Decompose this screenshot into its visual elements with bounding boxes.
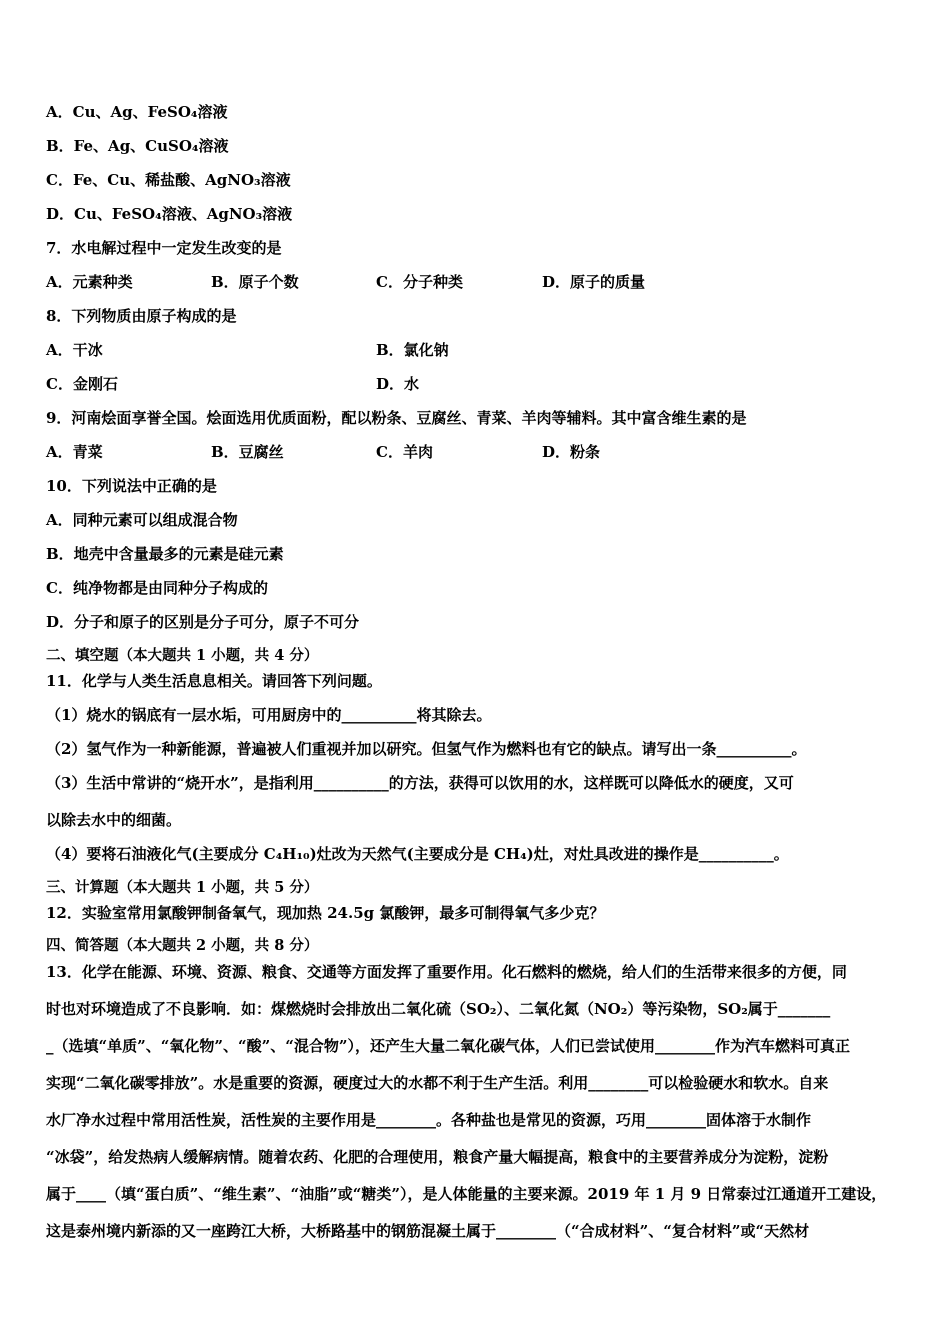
section-4-heading: 四、简答题（本大题共 2 小题，共 8 分） — [46, 937, 319, 954]
q7-stem: 7．水电解过程中一定发生改变的是 — [46, 239, 282, 257]
q11-part-2: （2）氢气作为一种新能源，普遍被人们重视并加以研究。但氢气作为燃料也有它的缺点。请写出一条__________。 — [46, 740, 807, 758]
q12-stem: 12．实验室常用氯酸钾制备氧气，现加热 24.5g 氯酸钾，最多可制得氧气多少克？ — [46, 904, 605, 922]
q10-option-b: B．地壳中含量最多的元素是硅元素 — [46, 545, 284, 563]
q8-option-c: C．金刚石 — [46, 375, 118, 393]
q6-option-c: C．Fe、Cu、稀盐酸、AgNO₃溶液 — [46, 171, 291, 189]
q6-option-a: A．Cu、Ag、FeSO₄溶液 — [46, 103, 228, 121]
q13-line-6: “冰袋”，给发热病人缓解病情。随着农药、化肥的合理使用，粮食产量大幅提高，粮食中的主要营养成分为淀粉，淀粉 — [46, 1148, 829, 1166]
q8-option-b: B．氯化钠 — [376, 341, 449, 359]
q6-option-b: B．Fe、Ag、CuSO₄溶液 — [46, 137, 229, 155]
q8-option-d: D．水 — [376, 375, 420, 393]
q11-part-3-cont: 以除去水中的细菌。 — [46, 811, 182, 829]
q13-line-7: 属于____（填“蛋白质”、“维生素”、“油脂”或“糖类”），是人体能量的主要来源。2019 年 1 月 9 日常泰过江通道开工建设， — [46, 1185, 887, 1203]
q7-option-a: A．元素种类 — [46, 273, 133, 291]
q13-line-1: 13．化学在能源、环境、资源、粮食、交通等方面发挥了重要作用。化石燃料的燃烧，给人们的生活带来很多的方便，同 — [46, 963, 847, 981]
q9-option-d: D．粉条 — [542, 443, 601, 461]
q9-stem: 9．河南烩面享誉全国。烩面选用优质面粉，配以粉条、豆腐丝、青菜、羊肉等辅料。其中富含维生素的是 — [46, 409, 747, 427]
q9-option-a: A．青菜 — [46, 443, 103, 461]
q11-part-1: （1）烧水的锅底有一层水垢，可用厨房中的__________将其除去。 — [46, 706, 492, 724]
q13-line-5: 水厂净水过程中常用活性炭，活性炭的主要作用是________。各种盐也是常见的资源，巧用________固体溶于水制作 — [46, 1111, 812, 1129]
q8-stem: 8．下列物质由原子构成的是 — [46, 307, 237, 325]
q11-stem: 11．化学与人类生活息息相关。请回答下列问题。 — [46, 672, 382, 690]
q9-option-c: C．羊肉 — [376, 443, 433, 461]
q11-part-4: （4）要将石油液化气(主要成分 C₄H₁₀)灶改为天然气(主要成分是 CH₄)灶，对灶具改进的操作是__________。 — [46, 845, 789, 863]
q7-option-c: C．分子种类 — [376, 273, 463, 291]
q10-stem: 10．下列说法中正确的是 — [46, 477, 217, 495]
q9-option-b: B．豆腐丝 — [211, 443, 284, 461]
q13-line-8: 这是泰州境内新添的又一座跨江大桥，大桥路基中的钢筋混凝土属于________（“合成材料”、“复合材料”或“天然材 — [46, 1222, 810, 1240]
q10-option-c: C．纯净物都是由同种分子构成的 — [46, 579, 268, 597]
q10-option-d: D．分子和原子的区别是分子可分，原子不可分 — [46, 613, 360, 631]
q7-option-d: D．原子的质量 — [542, 273, 646, 291]
q7-option-b: B．原子个数 — [211, 273, 299, 291]
q11-part-3: （3）生活中常讲的“烧开水”，是指利用__________的方法，获得可以饮用的水，这样既可以降低水的硬度，又可 — [46, 774, 794, 792]
q13-line-2: 时也对环境造成了不良影响．如：煤燃烧时会排放出二氧化硫（SO₂）、二氧化氮（NO₂）等污染物，SO₂属于_______ — [46, 1000, 831, 1018]
section-3-heading: 三、计算题（本大题共 1 小题，共 5 分） — [46, 879, 319, 896]
section-2-heading: 二、填空题（本大题共 1 小题，共 4 分） — [46, 647, 319, 664]
q13-line-4: 实现“二氧化碳零排放”。水是重要的资源，硬度过大的水都不利于生产生活。利用________可以检验硬水和软水。自来 — [46, 1074, 829, 1092]
q10-option-a: A．同种元素可以组成混合物 — [46, 511, 238, 529]
q6-option-d: D．Cu、FeSO₄溶液、AgNO₃溶液 — [46, 205, 293, 223]
q8-option-a: A．干冰 — [46, 341, 103, 359]
q13-line-3: _（选填“单质”、“氧化物”、“酸”、“混合物”），还产生大量二氧化碳气体，人们已尝试使用________作为汽车燃料可真正 — [46, 1037, 851, 1055]
